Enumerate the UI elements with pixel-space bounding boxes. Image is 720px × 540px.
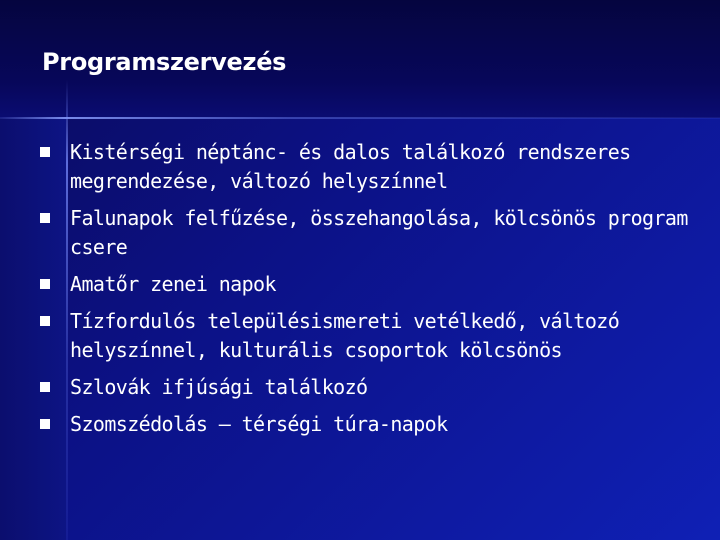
bullet-text: Amatőr zenei napok [70, 272, 276, 296]
square-bullet-icon [40, 147, 50, 157]
square-bullet-icon [40, 213, 50, 223]
bullet-item [40, 204, 700, 262]
bullet-item [40, 410, 700, 439]
slide-title: Programszervezés [42, 48, 287, 76]
bullet-text: Tízfordulós településismereti vetélkedő, változó helyszínnel, kulturális csoportok kölcsönös [70, 309, 620, 362]
bullet-list [40, 138, 700, 447]
bullet-text: Kistérségi néptánc- és dalos találkozó rendszeres megrendezése, változó helyszínnel [70, 140, 631, 193]
bullet-item [40, 270, 700, 299]
square-bullet-icon [40, 382, 50, 392]
square-bullet-icon [40, 419, 50, 429]
bullet-text: Szomszédolás – térségi túra-napok [70, 412, 448, 436]
bullet-item [40, 373, 700, 402]
bullet-text: Szlovák ifjúsági találkozó [70, 375, 368, 399]
bullet-item [40, 307, 700, 365]
header-divider-line [0, 117, 720, 119]
square-bullet-icon [40, 279, 50, 289]
bullet-item [40, 138, 700, 196]
square-bullet-icon [40, 316, 50, 326]
bullet-text: Falunapok felfűzése, összehangolása, kölcsönös program csere [70, 206, 688, 259]
